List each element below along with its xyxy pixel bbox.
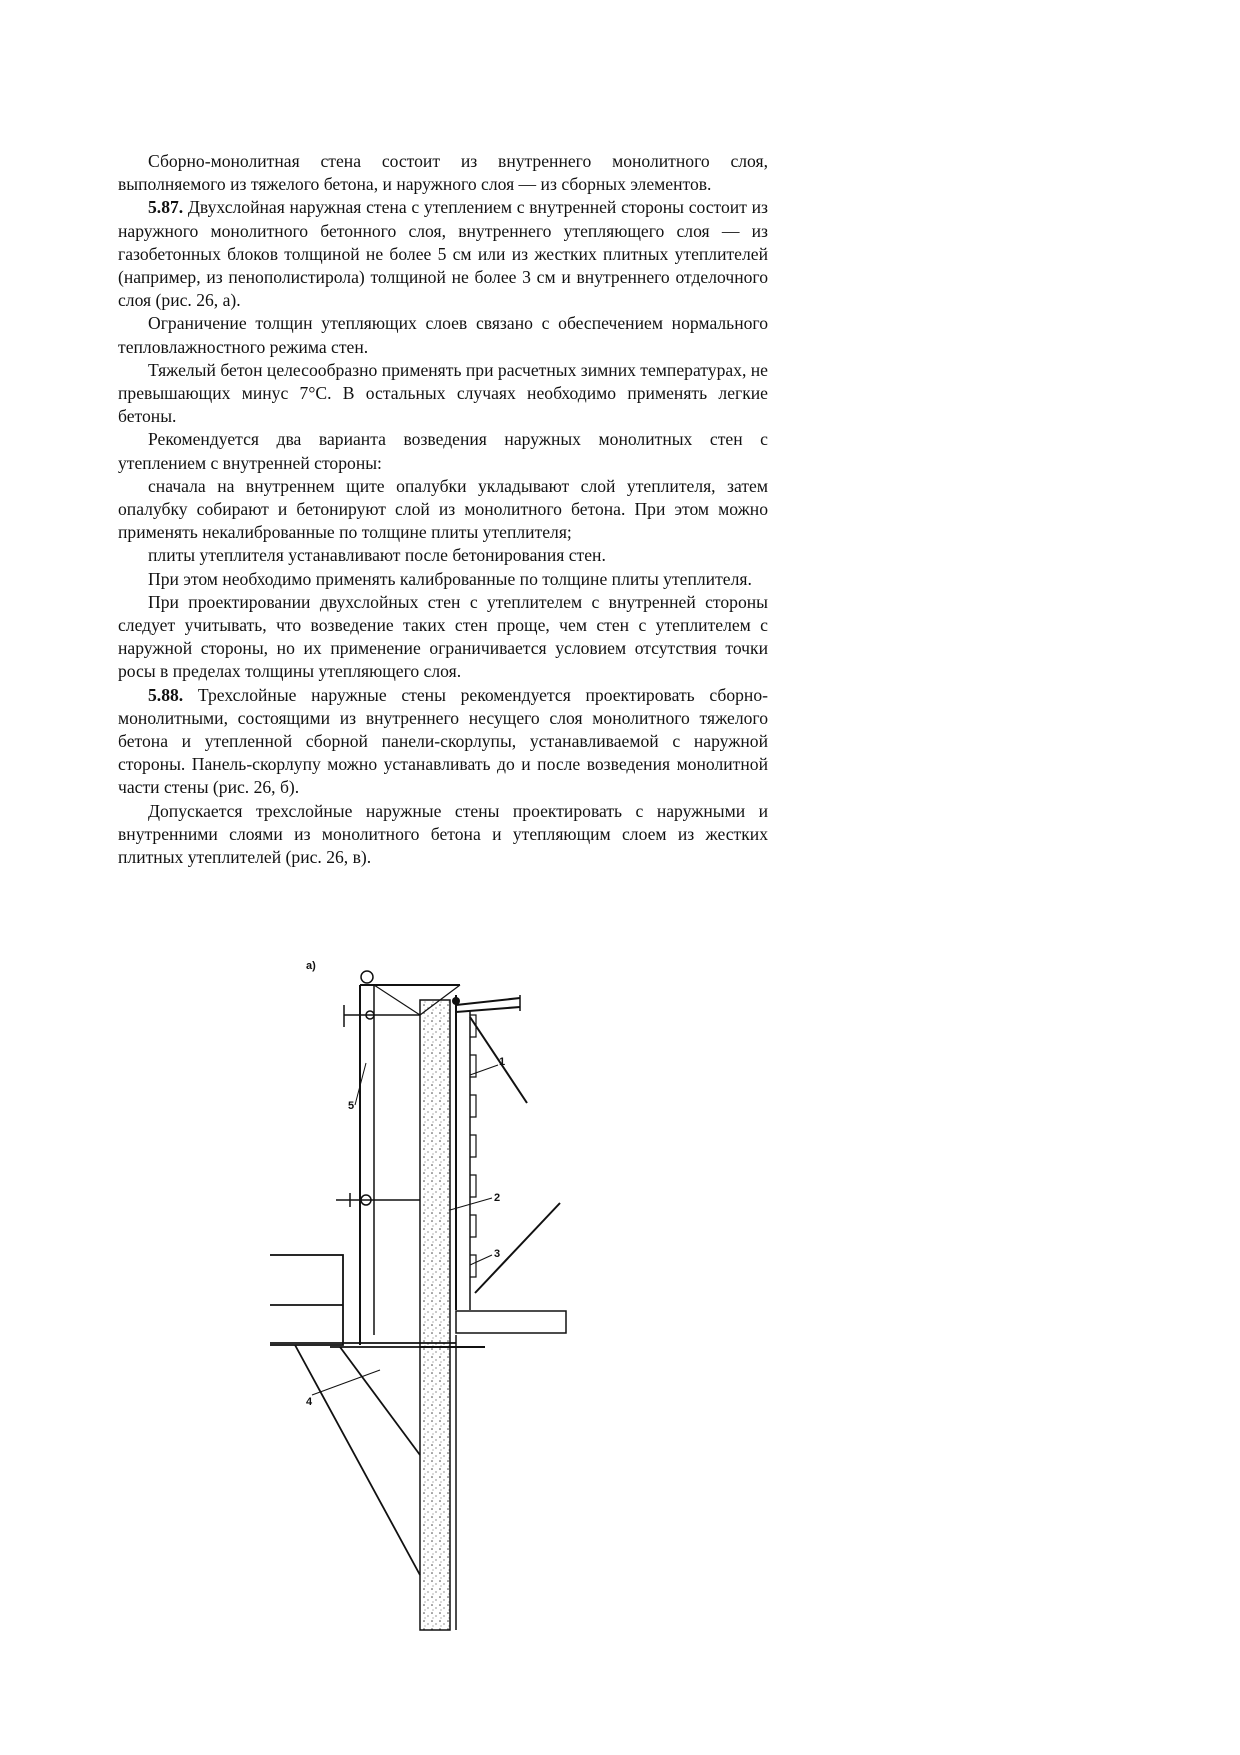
screw-jack-middle	[336, 1193, 420, 1207]
paragraph-9: При проектировании двухслойных стен с утеплителем с внутренней стороны следует учитывать, что возведение таких стен проще, чем стен с утеплителем с наружной стороны, но их применение ограничивается условием отсутствия точки росы в пределах толщины утепляющего слоя.	[118, 591, 768, 682]
paragraph-11: Допускается трехслойные наружные стены проектировать с наружными и внутренними слоями из монолитного бетона и утепляющим слоем из жестких плитных утеплителей (рис. 26, в).	[118, 800, 768, 868]
document-text	[118, 150, 768, 869]
paragraph-6: сначала на внутреннем щите опалубки укладывают слой утеплителя, затем опалубку собирают и бетонируют слой из монолитного бетона. При этом можно применять некалиброванные по толщине плиты утеплителя;	[118, 475, 768, 543]
panel-label: а)	[306, 960, 316, 972]
floor-slab	[456, 1311, 566, 1333]
screw-jack-upper	[344, 1005, 420, 1027]
wall-section-drawing	[270, 955, 630, 1635]
section-number: 5.88.	[148, 684, 184, 705]
callout-2: 2	[494, 1192, 501, 1204]
paragraph-3: Ограничение толщин утепляющих слоев связано с обеспечением нормального тепловлажностного режима стен.	[118, 313, 768, 357]
callout-4: 4	[306, 1396, 313, 1408]
callout-5: 5	[348, 1100, 355, 1112]
paragraph-5-87: 5.87. Двухслойная наружная стена с утеплением с внутренней стороны состоит из наружного монолитного бетонного слоя, внутреннего утепляющего слоя — из газобетонных блоков толщиной не более 5 см или из жестких плитных утеплителей (например, из пенополистирола) толщиной не более 3 см и внутреннего отделочного слоя (рис. 26, а).	[118, 197, 768, 311]
callout-1: 1	[499, 1056, 506, 1068]
monolithic-concrete-layer	[420, 1000, 450, 1630]
paragraph-5-88: 5.88. Трехслойные наружные стены рекомендуется проектировать сборно-монолитными, состоящими из внутреннего несущего слоя монолитного тяжелого бетона и утепленной сборной панели-скорлупы, устанавливаемой с наружной стороны. Панель-скорлупу можно устанавливать до и после возведения монолитной части стены (рис. 26, б).	[118, 684, 768, 798]
upper-strut	[456, 1007, 520, 1012]
paragraph-1: Сборно-монолитная стена состоит из внутреннего монолитного слоя, выполняемого из тяжелого бетона, и наружного слоя — из сборных элементов.	[118, 151, 768, 195]
paragraph-7: плиты утеплителя устанавливают после бетонирования стен.	[148, 545, 606, 566]
formwork-ribs	[470, 1015, 476, 1277]
upper-strut	[456, 998, 520, 1005]
section-number: 5.87.	[148, 197, 184, 218]
paragraph-8: При этом необходимо применять калиброванные по толщине плиты утеплителя.	[148, 568, 752, 589]
wall-section-figure	[270, 955, 630, 1635]
frame-brace	[374, 985, 420, 1015]
callout-3: 3	[494, 1248, 501, 1260]
lower-diagonal-brace	[475, 1203, 560, 1293]
paragraph-5: Рекомендуется два варианта возведения наружных монолитных стен с утеплением с внутренней стороны:	[118, 429, 768, 473]
paragraph-4: Тяжелый бетон целесообразно применять при расчетных зимних температурах, не превышающих минус 7°С. В остальных случаях необходимо применять легкие бетоны.	[118, 359, 768, 427]
lifting-loop	[361, 971, 373, 983]
